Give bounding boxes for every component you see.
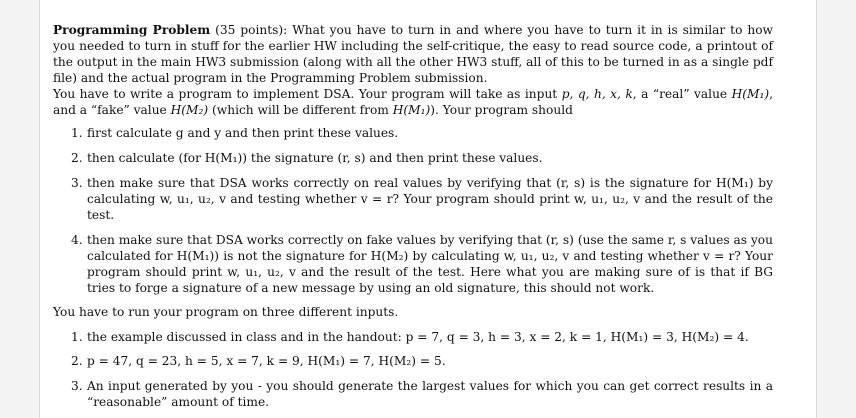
run-number: 2. (71, 354, 83, 369)
list-item (53, 233, 773, 297)
steps-list (53, 126, 773, 296)
task-real-value: H(M₁) (731, 86, 770, 101)
problem-heading: Programming Problem (53, 23, 211, 37)
task-text-1: You have to write a program to implement DSA. Your program will take as input (53, 86, 562, 101)
step-number: 4. (71, 232, 83, 247)
list-item (53, 379, 773, 411)
task-text-3: , and a “fake” value (53, 86, 773, 117)
step-number: 1. (71, 126, 83, 141)
list-item (53, 126, 773, 142)
step-number: 3. (71, 176, 83, 191)
document-content (53, 23, 773, 411)
step-text: then make sure that DSA works correctly on real values by verifying that (r, s) is the signature for H(M₁) by calculating w, u₁, u₂, v and testing whether v = r? Your program should print w, u₁, u₂, v and the result of the test. (87, 176, 773, 223)
run-number: 1. (71, 329, 83, 344)
step-number: 2. (71, 151, 83, 166)
list-item (53, 330, 773, 346)
list-item (53, 176, 773, 224)
run-text: p = 47, q = 23, h = 5, x = 7, k = 9, H(M₁) = 7, H(M₂) = 5. (87, 354, 446, 369)
task-inputs: p, q, h, x, k (561, 86, 633, 101)
task-text-4: (which will be different from (208, 102, 393, 117)
run-text: the example discussed in class and in the handout: p = 7, q = 3, h = 3, x = 2, k = 1, H(M₁) = 3, H(M₂) = 4. (87, 329, 749, 344)
task-text-2: , a “real” value (632, 86, 732, 101)
inputs-intro: You have to run your program on three different inputs. (53, 304, 399, 319)
step-text: then calculate (for H(M₁)) the signature (r, s) and then print these values. (87, 151, 543, 166)
problem-intro (53, 23, 773, 87)
problem-intro-text: What you have to turn in and where you have to turn it in is similar to how you needed to turn in stuff for the earlier HW including the self-critique, the easy to read source code, a printout of the output in the main HW3 submission (along with all the other HW3 stuff, all of this to be turned in as a single pdf file) and the actual program in the Programming Problem submission. (53, 23, 773, 85)
run-number: 3. (71, 379, 83, 394)
runs-list (53, 330, 773, 412)
task-fake-value: H(M₂) (170, 102, 209, 117)
run-text: An input generated by you - you should generate the largest values for which you can get correct results in a “reasonable” amount of time. (87, 379, 773, 410)
task-real-value-ref: H(M₁) (392, 102, 431, 117)
task-text-5: ). Your program should (430, 102, 573, 117)
task-paragraph (53, 87, 773, 119)
list-item (53, 354, 773, 370)
document-page (39, 0, 817, 418)
step-text: then make sure that DSA works correctly on fake values by verifying that (r, s) (use the same r, s values as you calculated for H(M₁)) is not the signature for H(M₂) by calculating w, u₁, u₂, v and testing whether v = r? Your program should print w, u₁, u₂, v and the result of the test. Here what you are making sure of is that if BG tries to forge a signature of a new message by using an old signature, this should not work. (87, 232, 773, 295)
problem-points: (35 points): (210, 23, 293, 37)
list-item (53, 151, 773, 167)
step-text: first calculate g and y and then print these values. (87, 126, 399, 141)
